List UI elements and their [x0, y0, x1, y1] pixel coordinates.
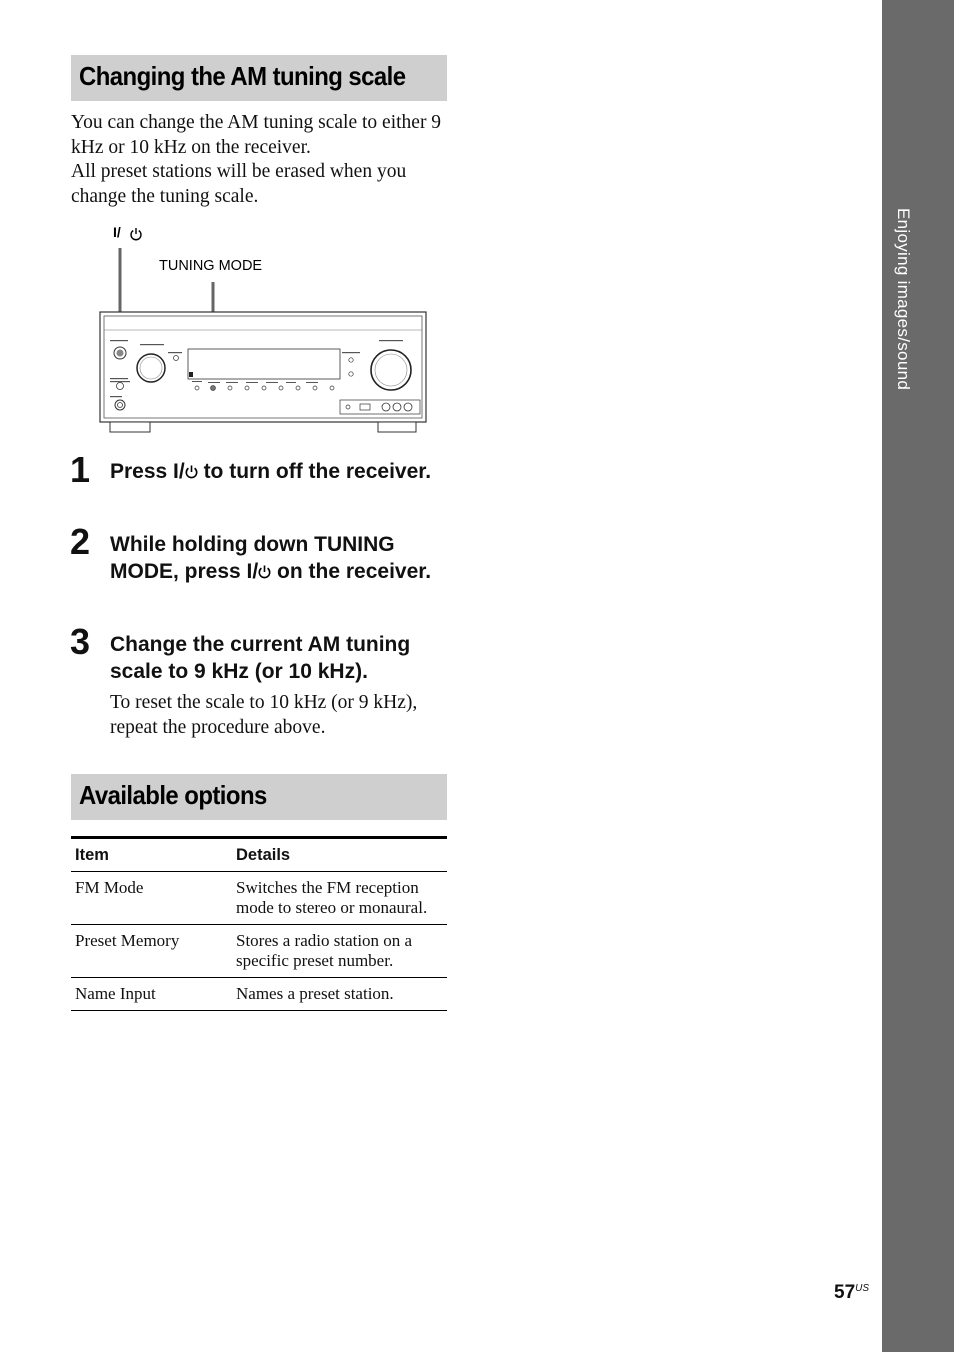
- step-2-text-b: on the receiver.: [271, 560, 432, 583]
- table-row: [71, 872, 447, 925]
- page-number: [834, 1282, 869, 1304]
- page-number-suffix: US: [855, 1283, 870, 1294]
- column-header-details: Details: [232, 838, 447, 872]
- tuning-mode-callout-label: TUNING MODE: [159, 258, 263, 274]
- table-row: [71, 978, 447, 1011]
- power-icon: [258, 565, 271, 579]
- table-row: [71, 925, 447, 978]
- section-title: Changing the AM tuning scale: [79, 61, 406, 91]
- section-heading-available-options: [71, 774, 447, 820]
- power-icon: [185, 465, 198, 479]
- table-cell-details: Stores a radio station on a specific preset number.: [232, 925, 447, 978]
- receiver-foot-right: [378, 422, 416, 432]
- power-icon: [131, 228, 141, 240]
- table-cell-item: Preset Memory: [71, 925, 232, 978]
- table-cell-item: FM Mode: [71, 872, 232, 925]
- column-header-item: Item: [71, 838, 232, 872]
- step-2-number: 2: [70, 521, 91, 562]
- table-header-row: [71, 838, 447, 872]
- receiver-diagram: [96, 218, 436, 443]
- section-title: Available options: [79, 780, 267, 810]
- table-cell-details: Switches the FM reception mode to stereo or monaural.: [232, 872, 447, 925]
- page-number-value: 57: [834, 1282, 856, 1303]
- step-1-text-b: to turn off the receiver.: [197, 460, 432, 483]
- side-tab: [882, 0, 954, 1352]
- input-selector-knob: [137, 354, 165, 382]
- step-3-note: To reset the scale to 10 kHz (or 9 kHz), repeat the procedure above.: [110, 692, 418, 738]
- section-heading-am-tuning: [71, 55, 447, 101]
- intro-paragraph-2: All preset stations will be erased when you change the tuning scale.: [71, 161, 407, 207]
- step-2-text-a: While holding down TUNING MODE, press I/: [110, 533, 395, 583]
- front-display: [188, 349, 340, 379]
- receiver-foot-left: [110, 422, 150, 432]
- table-cell-details: Names a preset station.: [232, 978, 447, 1011]
- step-1-text: [110, 458, 455, 485]
- speakers-button: [117, 383, 124, 390]
- power-callout-label: I/: [113, 224, 121, 240]
- intro-paragraph-1: You can change the AM tuning scale to either 9 kHz or 10 kHz on the receiver.: [71, 112, 442, 158]
- step-1-text-a: Press I/: [110, 460, 185, 483]
- step-3-text: Change the current AM tuning scale to 9 kHz (or 10 kHz).: [110, 633, 411, 683]
- side-tab-label: Enjoying images/sound: [894, 208, 913, 391]
- step-3-number: 3: [70, 621, 91, 662]
- step-1-number: 1: [70, 449, 91, 490]
- table-cell-item: Name Input: [71, 978, 232, 1011]
- receiver-front-panel: [96, 218, 436, 438]
- options-table: [71, 836, 447, 1011]
- master-volume-knob: [371, 350, 411, 390]
- step-2-text: [110, 531, 455, 585]
